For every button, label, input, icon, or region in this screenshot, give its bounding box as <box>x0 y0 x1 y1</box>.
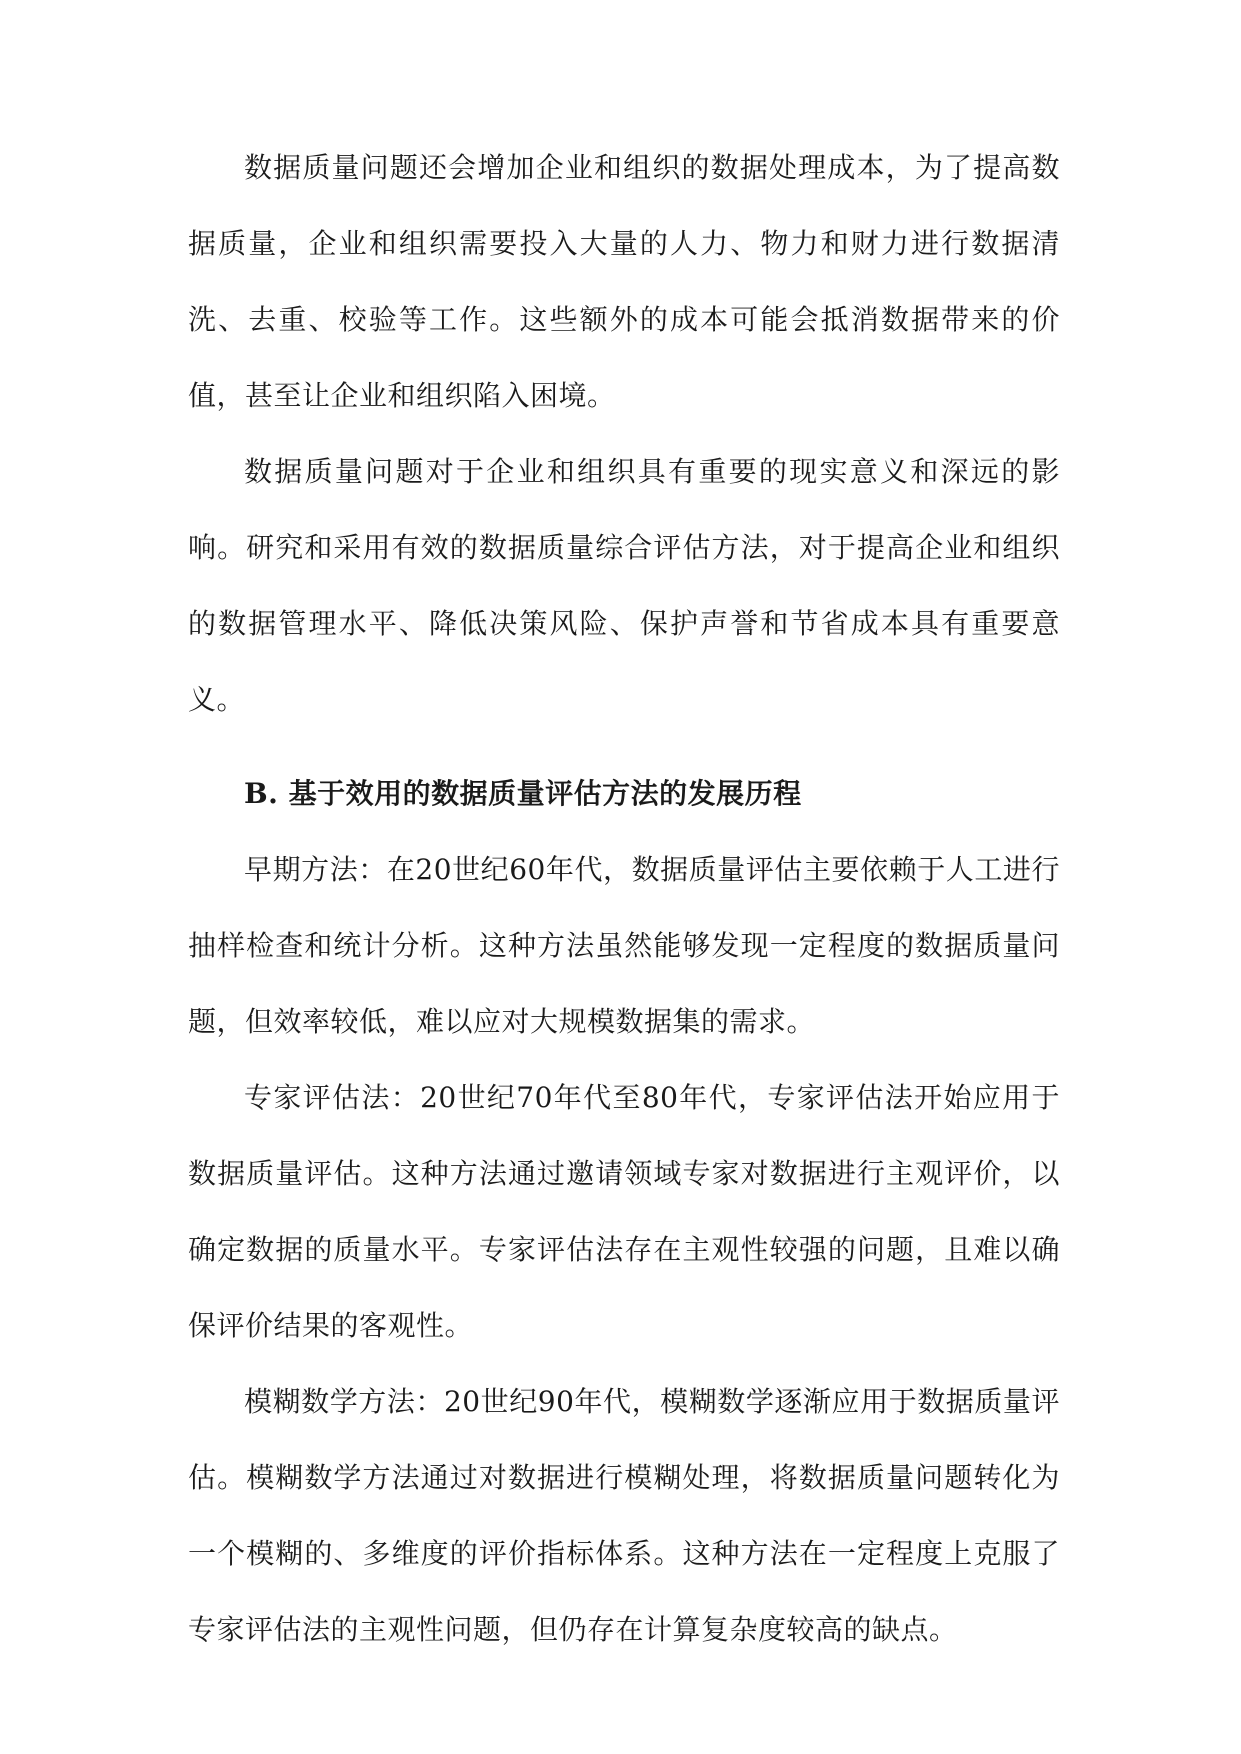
paragraph-fuzzy-math: 模糊数学方法：20世纪90年代，模糊数学逐渐应用于数据质量评估。模糊数学方法通过对数据进行模糊处理，将数据质量问题转化为一个模糊的、多维度的评价指标体系。这种方法在一定程度上克服了专家评估法的主观性问题，但仍存在计算复杂度较高的缺点。 <box>188 1385 1060 1646</box>
paragraph-early-methods: 早期方法：在20世纪60年代，数据质量评估主要依赖于人工进行抽样检查和统计分析。这种方法虽然能够发现一定程度的数据质量问题，但效率较低，难以应对大规模数据集的需求。 <box>188 853 1060 1038</box>
paragraph-processing-cost: 数据质量问题还会增加企业和组织的数据处理成本，为了提高数据质量，企业和组织需要投入大量的人力、物力和财力进行数据清洗、去重、校验等工作。这些额外的成本可能会抵消数据带来的价值，甚至让企业和组织陷入困境。 <box>188 151 1060 412</box>
paragraph-expert-evaluation: 专家评估法：20世纪70年代至80年代，专家评估法开始应用于数据质量评估。这种方法通过邀请领域专家对数据进行主观评价，以确定数据的质量水平。专家评估法存在主观性较强的问题，且难以确保评价结果的客观性。 <box>188 1081 1060 1342</box>
paragraph-significance: 数据质量问题对于企业和组织具有重要的现实意义和深远的影响。研究和采用有效的数据质量综合评估方法，对于提高企业和组织的数据管理水平、降低决策风险、保护声誉和节省成本具有重要意义。 <box>188 455 1060 716</box>
section-spacer <box>188 738 1060 756</box>
document-body <box>188 130 1060 1668</box>
section-heading: B. 基于效用的数据质量评估方法的发展历程 <box>244 777 802 810</box>
